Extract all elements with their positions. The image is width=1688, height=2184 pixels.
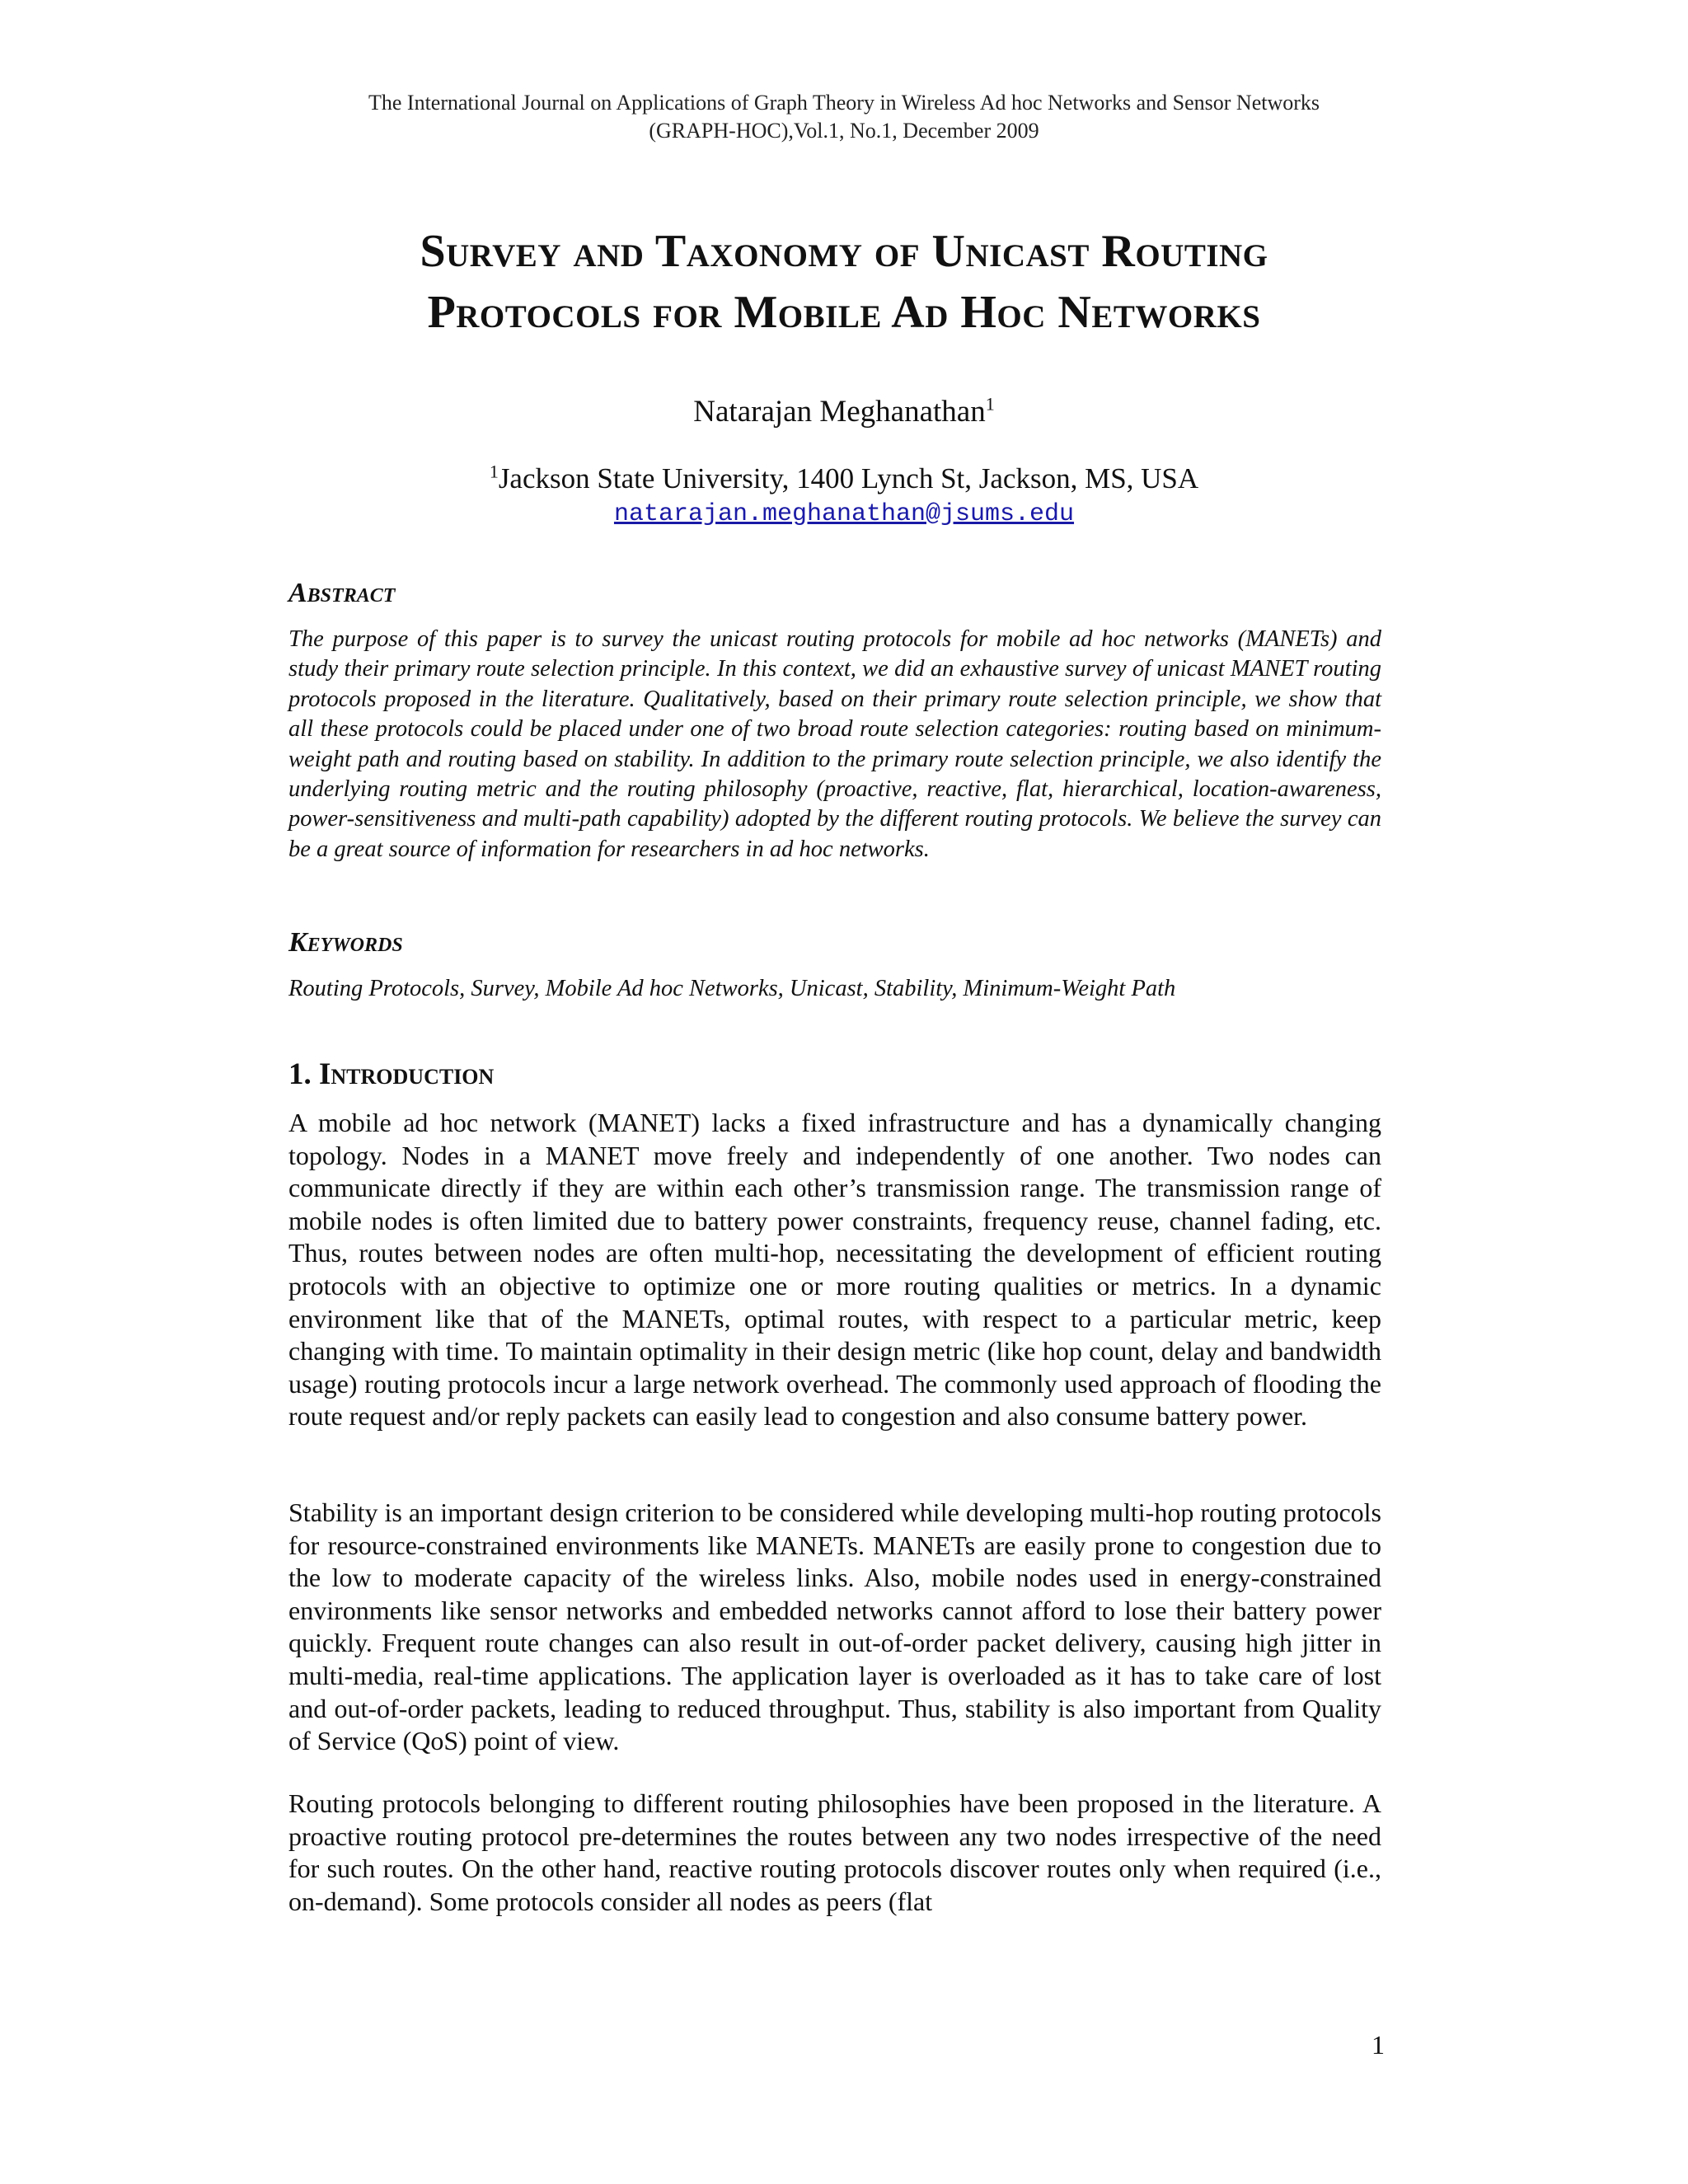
page-number: 1 (1372, 2030, 1385, 2060)
affiliation-line (247, 462, 1441, 496)
author-superscript: 1 (985, 393, 995, 415)
keywords-text: Routing Protocols, Survey, Mobile Ad hoc Networks, Unicast, Stability, Minimum-Weight Path (288, 976, 1176, 1001)
author-line (247, 394, 1441, 430)
journal-header-line1: The International Journal on Applications of Graph Theory in Wireless Ad hoc Networks and Sensor Networks (368, 91, 1320, 115)
paper-title-line1: Survey and Taxonomy of Unicast Routing (420, 226, 1268, 277)
abstract-heading: Abstract (288, 578, 396, 608)
paper-title-line2: Protocols for Mobile Ad Hoc Networks (427, 287, 1261, 338)
abstract-text: The purpose of this paper is to survey the unicast routing protocols for mobile ad hoc networks (MANETs) and study their primary route selection principle. In this context, we did an exhaustive survey of unicast MANET routing protocols proposed in the literature. Qualitatively, based on their primary route selection principle, we show that all these protocols could be placed under one of two broad route selection categories: routing based on minimum-weight path and routing based on stability. In addition to the primary route selection principle, we also identify the underlying routing metric and the routing philosophy (proactive, reactive, flat, hierarchical, location-awareness, power-sensitiveness and multi-path capability) adopted by the different routing protocols. We believe the survey can be a great source of information for researchers in ad hoc networks. (288, 626, 1381, 862)
keywords-heading: Keywords (288, 927, 403, 958)
author-name: Natarajan Meghanathan (693, 395, 986, 429)
intro-paragraph-2: Stability is an important design criterion to be considered while developing multi-hop routing protocols for resource-constrained environments like MANETs. MANETs are easily prone to congestion due to the low to moderate capacity of the wireless links. Also, mobile nodes used in energy-constrained environments like sensor networks and embedded networks cannot afford to lose their battery power quickly. Frequent route changes can also result in out-of-order packet delivery, causing high jitter in multi-media, real-time applications. The application layer is overloaded as it has to take care of lost and out-of-order packets, leading to reduced throughput. Thus, stability is also important from Quality of Service (QoS) point of view. (288, 1497, 1381, 1756)
paper-title (198, 221, 1490, 343)
intro-paragraph-1: A mobile ad hoc network (MANET) lacks a fixed infrastructure and has a dynamically changing topology. Nodes in a MANET move freely and independently of one another. Two nodes can communicate directly if they are within each other’s transmission range. The transmission range of mobile nodes is often limited due to battery power constraints, frequency reuse, channel fading, etc. Thus, routes between nodes are often multi-hop, necessitating the development of efficient routing protocols with an objective to optimize one or more routing qualities or metrics. In a dynamic environment like that of the MANETs, optimal routes, with respect to a particular metric, keep changing with time. To maintain optimality in their design metric (like hop count, delay and bandwidth usage) routing protocols incur a large network overhead. The commonly used approach of flooding the route request and/or reply packets can easily lead to congestion and also consume battery power. (288, 1108, 1381, 1432)
journal-header (247, 89, 1441, 145)
journal-header-line2: (GRAPH-HOC),Vol.1, No.1, December 2009 (649, 119, 1039, 143)
intro-paragraph-3: Routing protocols belonging to different routing philosophies have been proposed in the literature. A proactive routing protocol pre-determines the routes between any two nodes irrespective of the need for such routes. On the other hand, reactive routing protocols discover routes only when required (i.e., on-demand). Some protocols consider all nodes as peers (flat (288, 1788, 1381, 1916)
introduction-heading: 1. Introduction (288, 1057, 495, 1091)
affiliation-superscript: 1 (489, 461, 499, 482)
affiliation-text: Jackson State University, 1400 Lynch St, Jackson, MS, USA (498, 462, 1199, 494)
author-email-link[interactable]: natarajan.meghanathan@jsums.edu (613, 500, 1075, 528)
